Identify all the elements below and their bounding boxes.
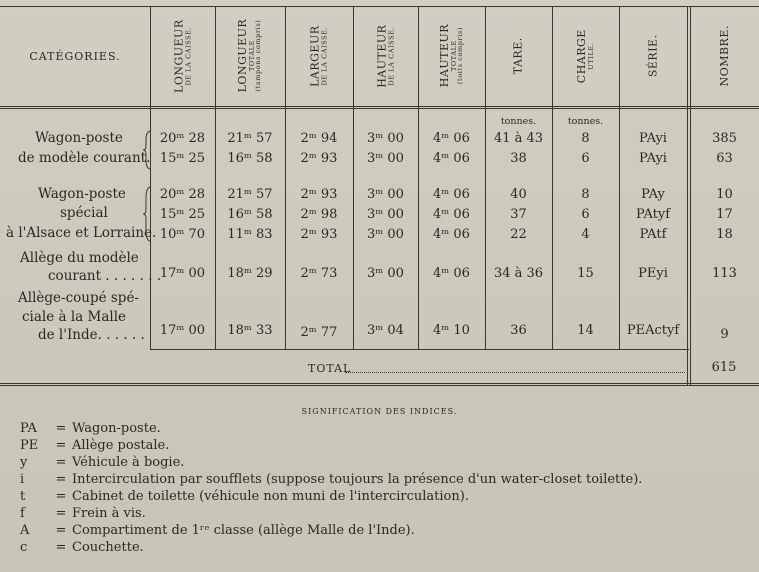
charge-cell: 6 [581,207,590,222]
nombre-cell: 10 [716,187,733,202]
legend-code: y [20,455,28,470]
header-sub: UTILE. [586,42,595,70]
hauteur-totale-cell: 4ᵐ 10 [433,323,470,338]
equals-sign: = [55,421,67,436]
header-bottom-rule-2 [0,108,759,109]
total-value: 615 [711,360,737,375]
longueur-caisse-cell: 17ᵐ 00 [159,266,206,281]
equals-sign: = [55,472,67,487]
category-label: spécial [60,205,108,221]
categories-header: CATÉGORIES. [29,50,121,63]
total-label: TOTAL [308,362,352,375]
col-rule [687,6,688,386]
header-main: HAUTEUR [375,24,389,88]
legend-code: c [20,540,28,555]
header-nombre [690,8,759,104]
hauteur-caisse-cell: 3ᵐ 04 [367,323,404,338]
category-label: de modèle courant. [18,150,151,166]
legend-code: f [20,506,25,521]
hauteur-totale-cell: 4ᵐ 06 [433,151,470,166]
category-label: Allège-coupé spé- [18,290,139,306]
header-main: LONGUEUR [172,19,186,93]
equals-sign: = [55,438,67,453]
longueur-totale-cell: 16ᵐ 58 [227,207,273,222]
equals-sign: = [55,540,67,555]
charge-cell: 15 [577,266,594,281]
serie-cell: PEActyf [626,323,680,338]
total-bottom-rule-2 [0,385,759,386]
nombre-cell: 9 [720,327,729,342]
legend-text: Véhicule à bogie. [72,455,185,470]
equals-sign: = [55,523,67,538]
serie-cell: PEyi [638,266,668,281]
largeur-caisse-cell: 2ᵐ 93 [300,227,338,242]
legend-item [20,506,146,521]
serie-cell: PAyi [639,151,667,166]
table-bottom-rule [150,349,689,350]
category-label: courant . . . . . . . [48,268,162,284]
tare-cell: 37 [510,207,527,222]
longueur-caisse-cell: 15ᵐ 25 [159,151,206,166]
tare-cell: 34 à 36 [493,266,544,281]
hauteur-caisse-cell: 3ᵐ 00 [367,131,404,146]
legend-text: Compartiment de 1ʳᵉ classe (allège Malle de l'Inde). [72,523,415,538]
legend-text: Couchette. [72,540,144,555]
tare-cell: 22 [510,227,527,242]
legend-code: i [20,472,25,487]
tare-cell: 40 [510,187,527,202]
serie-cell: PAyi [639,131,667,146]
legend-text: Cabinet de toilette (véhicule non muni de l'intercirculation). [72,489,469,504]
header-longueur-totale [215,8,285,104]
total-leader-dots [345,364,685,373]
legend-item [20,540,144,555]
header-largeur-caisse [285,8,353,104]
longueur-totale-cell: 21ᵐ 57 [227,131,273,146]
header-main: TARE. [511,37,525,75]
equals-sign: = [55,455,67,470]
header-sub2: (toits compris) [456,27,465,85]
nombre-cell: 63 [716,151,733,166]
nombre-cell: 385 [712,131,737,146]
nombre-cell: 18 [716,227,733,242]
legend-text: Allège postale. [72,438,170,453]
largeur-caisse-cell: 2ᵐ 93 [300,151,338,166]
largeur-caisse-cell: 2ᵐ 77 [300,325,338,340]
serie-cell: PAtf [639,227,667,242]
total-bottom-rule [0,383,759,384]
header-bottom-rule [0,106,759,107]
header-longueur-caisse [150,8,215,104]
longueur-caisse-cell: 20ᵐ 28 [159,187,206,202]
frame-top-rule [0,6,759,7]
longueur-caisse-cell: 15ᵐ 25 [159,207,206,222]
charge-cell: 6 [581,151,590,166]
legend-text: Frein à vis. [72,506,146,521]
legend-item [20,455,184,470]
largeur-caisse-cell: 2ᵐ 94 [300,131,338,146]
header-charge [552,8,619,104]
longueur-totale-cell: 18ᵐ 29 [227,266,273,281]
header-main: SÉRIE. [646,34,660,78]
category-label: Wagon-poste [35,130,123,146]
largeur-caisse-cell: 2ᵐ 98 [300,207,338,222]
charge-cell: 8 [581,131,590,146]
header-main: HAUTEUR [437,24,451,88]
header-sub: DE LA CAISSE. [386,26,395,86]
charge-cell: 14 [577,323,594,338]
hauteur-totale-cell: 4ᵐ 06 [433,207,470,222]
legend-code: PE [20,438,39,453]
hauteur-caisse-cell: 3ᵐ 00 [367,266,404,281]
hauteur-caisse-cell: 3ᵐ 00 [367,207,404,222]
header-hauteur-totale [418,8,485,104]
category-label: ciale à la Malle [22,309,127,325]
tare-unit: tonnes. [500,116,537,127]
header-main: NOMBRE. [717,25,731,87]
hauteur-totale-cell: 4ᵐ 06 [433,187,470,202]
longueur-totale-cell: 11ᵐ 83 [227,227,273,242]
charge-cell: 8 [581,187,590,202]
serie-cell: PAy [641,187,665,202]
hauteur-caisse-cell: 3ᵐ 00 [367,187,404,202]
hauteur-totale-cell: 4ᵐ 06 [433,266,470,281]
tare-cell: 36 [510,323,527,338]
header-sub: DE LA CAISSE. [320,26,329,86]
hauteur-totale-cell: 4ᵐ 06 [433,227,470,242]
legend-code: t [20,489,26,504]
longueur-totale-cell: 18ᵐ 33 [227,323,273,338]
legend-code: PA [20,421,37,436]
header-serie [619,8,687,104]
longueur-caisse-cell: 10ᵐ 70 [159,227,206,242]
legend-item [20,523,415,538]
legend-title: SIGNIFICATION DES INDICES. [301,407,458,416]
equals-sign: = [55,489,67,504]
category-label: de l'Inde. . . . . . [38,327,145,343]
hauteur-caisse-cell: 3ᵐ 00 [367,151,404,166]
header-main: CHARGE [575,28,589,84]
header-main: LARGEUR [308,25,322,87]
tare-cell: 41 à 43 [493,131,544,146]
hauteur-totale-cell: 4ᵐ 06 [433,131,470,146]
header-sub: DE LA CAISSE. [183,26,192,86]
legend-item [20,421,161,436]
legend-text: Wagon-poste. [72,421,161,436]
legend-code: A [20,523,30,538]
longueur-caisse-cell: 20ᵐ 28 [159,131,206,146]
legend-item [20,438,169,453]
longueur-caisse-cell: 17ᵐ 00 [159,323,206,338]
header-sub: TOTALE [449,40,458,72]
longueur-totale-cell: 16ᵐ 58 [227,151,273,166]
nombre-cell: 17 [716,207,733,222]
charge-unit: tonnes. [567,116,604,127]
serie-cell: PAtyf [635,207,671,222]
equals-sign: = [55,506,67,521]
header-sub: TOTALE [247,40,256,72]
nombre-cell: 113 [712,266,737,281]
legend-item [20,489,469,504]
legend-item [20,472,642,487]
longueur-totale-cell: 21ᵐ 57 [227,187,273,202]
largeur-caisse-cell: 2ᵐ 73 [300,266,338,281]
hauteur-caisse-cell: 3ᵐ 00 [367,227,404,242]
largeur-caisse-cell: 2ᵐ 93 [300,187,338,202]
category-label: à l'Alsace et Lorraine. [6,225,157,241]
header-hauteur-caisse [353,8,418,104]
header-sub2: (tampons compris) [254,19,263,92]
category-label: Allège du modèle [20,250,139,266]
header-tare [485,8,552,104]
category-label: Wagon-poste [38,186,126,202]
charge-cell: 4 [581,227,590,242]
legend-text: Intercirculation par soufflets (suppose toujours la présence d'un water-closet toilette). [72,472,643,487]
header-main: LONGUEUR [236,19,250,93]
tare-cell: 38 [510,151,527,166]
